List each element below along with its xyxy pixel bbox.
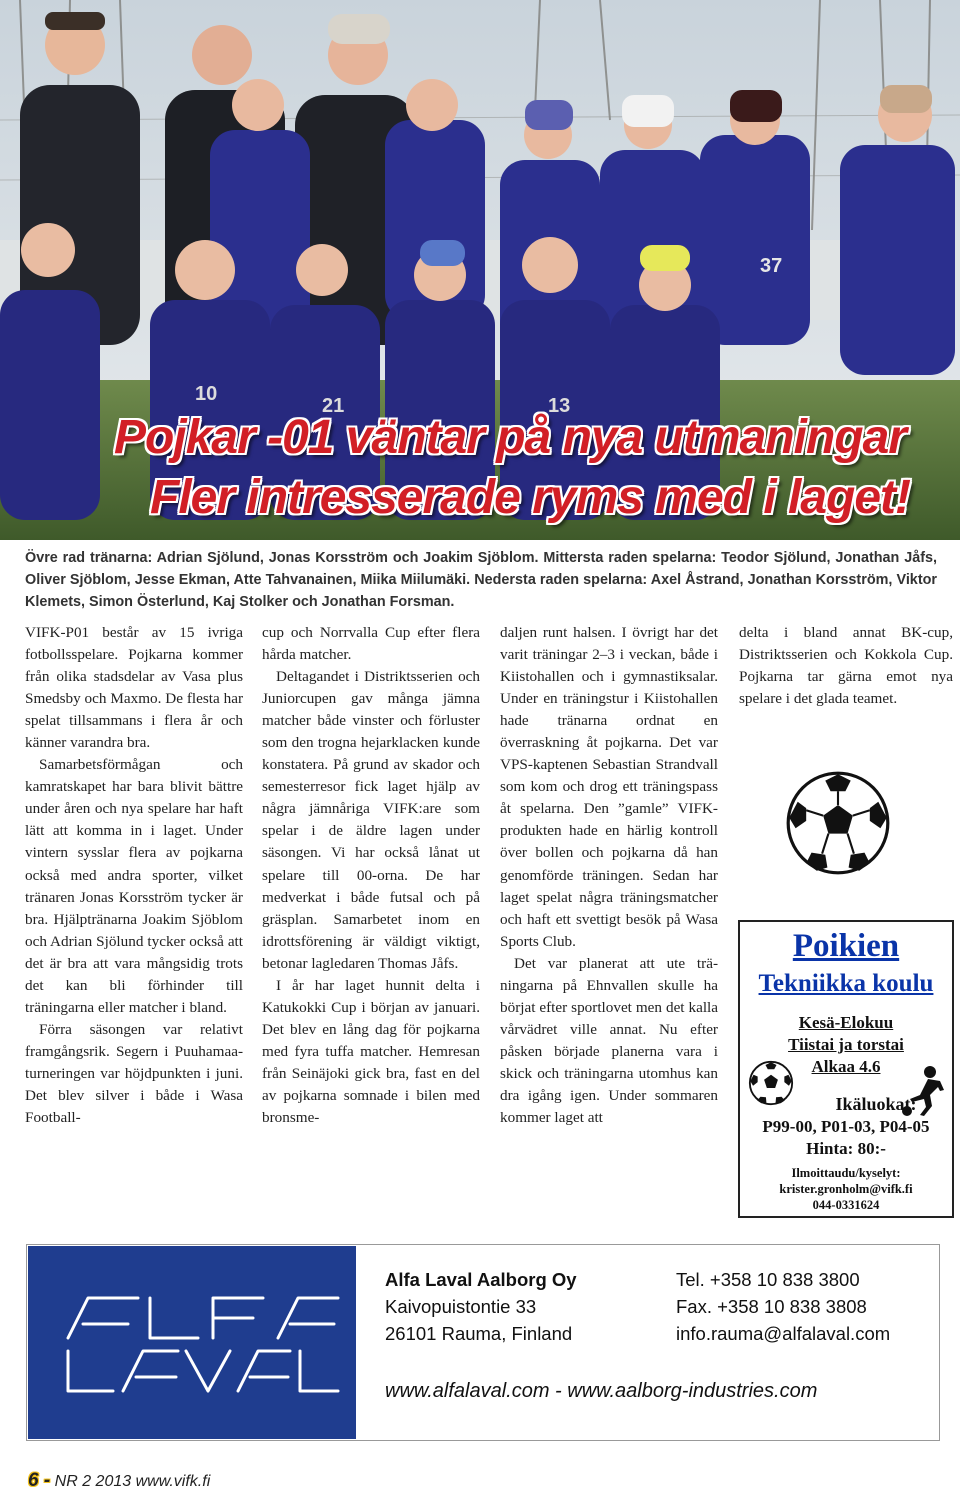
ad-start: Alkaa 4.6	[811, 1057, 881, 1076]
ad-age-groups: P99-00, P01-03, P04-05	[762, 1117, 930, 1136]
headline-line-2: Fler intresserade ryms med i laget!	[150, 471, 910, 524]
photo-caption: Övre rad tränarna: Adrian Sjölund, Jonas Korsström och Joakim Sjöblom. Mittersta raden spelarna: Teodor Sjölund, Jonathan Jåfs, Oliver Sjöblom, Jesse Ekman, Atte Tahvanainen, Miika Miilumäki. Nedersta raden spelarna: Axel Åstrand, Jonathan Korsström, Viktor Klemets, Simon Österlund, Kaj Stolker och Jonathan Forsman.	[25, 550, 937, 610]
alfa-laval-logo-mark	[28, 1246, 356, 1439]
alfa-laval-logo	[28, 1246, 356, 1439]
ad-signup-label: Ilmoittaudu/kyselyt:	[791, 1166, 901, 1180]
jersey-number: 21	[322, 395, 345, 417]
company-name: Alfa Laval Aalborg Oy	[385, 1269, 577, 1290]
paragraph: Deltagandet i Distriktsserien och Juniorcupen gav många jämna matcher både vinster och förluster som den trogna hejarklacken kunde konstatera. På grund av skador och semesterresor fick laget hjälp av några jämnåriga VIFK:are som spelar i de äldre lagen under säsongen. Vi har också lånat ut spelare till 00-orna. De har medverkat i både futsal och på gräsplan. Samarbetet inom en idrottsförening är väldigt viktigt, betonar lagledaren Thomas Jåfs.	[262, 668, 480, 972]
article-column-1	[25, 622, 243, 1129]
fax-number: Fax. +358 10 838 3808	[676, 1296, 867, 1317]
paragraph: cup och Norrvalla Cup efter flera hårda matcher.	[262, 624, 480, 664]
team-photo	[0, 0, 960, 540]
football-icon	[785, 770, 891, 876]
ad-period: Kesä-Elokuu	[798, 1013, 894, 1032]
ad-subtitle: Tekniikka koulu	[758, 970, 934, 997]
poikien-ad	[738, 920, 954, 1218]
article-column-3	[500, 622, 718, 1129]
article-column-2	[262, 622, 480, 1129]
website-links: www.alfalaval.com - www.aalborg-industries.com	[385, 1380, 818, 1402]
email-address: info.rauma@alfalaval.com	[676, 1323, 891, 1344]
headline-line-1: Pojkar -01 väntar på nya utmaningar	[114, 411, 906, 464]
jersey-number: 13	[548, 395, 571, 417]
paragraph: I år har laget hunnit delta i Katukokki Cup i början av januari. Det blev en lång dag för pojkarna med fyra tuffa matcher. Hemresan från Seinäjoki gick bra, fast en del av pojkarna somnade i bilen med bronsme-	[262, 976, 480, 1127]
page-footer	[28, 1470, 210, 1492]
city-address: 26101 Rauma, Finland	[385, 1323, 573, 1344]
page-number: 6 -	[28, 1470, 51, 1491]
ad-price: Hinta: 80:-	[806, 1139, 886, 1158]
paragraph: Förra säsongen var relativt framgångsrik. Segern i Puuhamaa-turneringen var höjdpunkten i juni. Det blev silver i både i Wasa Football-	[25, 1020, 243, 1127]
jersey-number: 37	[760, 255, 783, 277]
ad-title: Poikien	[792, 928, 900, 964]
paragraph: Samarbetsförmågan och kamratskapet har bara blivit bättre under åren och nya spelare har haft lätt att komma in i laget. Under vintern sysslar flera av pojkarna också med andra sporter, vilket tränaren Jonas Korsström tycker är bra. Hjälptränarna Joakim Sjöblom och Adrian Sjölund tycker också att det är bra att vara mångsidig trots det kan bli förhinder till träningarna eller matcher i bland.	[25, 756, 243, 1016]
ad-email: krister.gronholm@vifk.fi	[779, 1182, 913, 1196]
ad-age-groups-label: Ikäluokat:	[835, 1094, 917, 1114]
paragraph: VIFK-P01 består av 15 ivriga fotbollsspelare. Pojkarna kommer från olika stadsdelar av Vasa plus Smedsby och Maxmo. De flesta har spelat tillsammans i flera år och känner varandra bra.	[25, 624, 243, 752]
jersey-number: 10	[195, 383, 218, 405]
alfa-laval-ad	[26, 1244, 940, 1441]
article-column-4	[739, 622, 953, 710]
phone-number: Tel. +358 10 838 3800	[676, 1269, 860, 1290]
paragraph: delta i bland annat BK-cup, Distriktsserien och Kokkola Cup. Pojkarna tar gärna emot nya spelare i det glada teamet.	[739, 624, 953, 708]
issue-info: NR 2 2013 www.vifk.fi	[54, 1473, 211, 1490]
ad-phone: 044-0331624	[812, 1198, 880, 1212]
street-address: Kaivopuistontie 33	[385, 1296, 537, 1317]
ad-days: Tiistai ja torstai	[788, 1035, 904, 1054]
paragraph: Det var planerat att ute träningarna på Ehnvallen skulle ha börjat efter sportlovet men det kalla vårvädret ville annat. Nu efter påsken började planerna vara i skick och träningarna utomhus kan dra igång igen. Under sommaren kommer laget att	[500, 954, 718, 1127]
paragraph: daljen runt halsen. I övrigt har det varit träningar 2–3 i veckan, både i Kiistohallen och i gymnastiksalar. Under en träningstur i Kiistohallen hade tränarna ordnat en överraskning åt pojkarna. Det var VPS-kaptenen Sebastian Strandvall som kom och drog ett träningspass åt spelarna. Den ”gamle” VIFK-produkten hade en härlig kontroll över bollen och pojkarna då han genomförde träningen. Sedan har laget spelat några träningsmatcher och haft ett svettigt besök på Wasa Sports Club.	[500, 624, 718, 950]
